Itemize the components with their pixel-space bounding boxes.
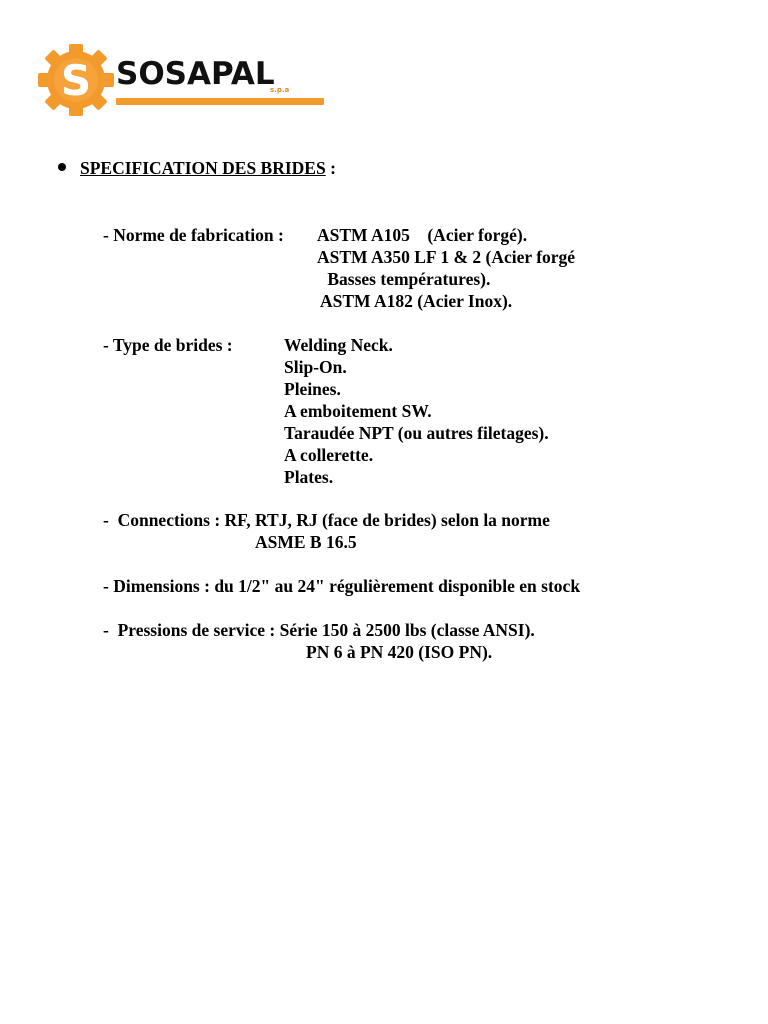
type-item: Pleines. — [284, 379, 341, 399]
type-item: A emboitement SW. — [284, 401, 432, 421]
bullet-icon — [58, 163, 66, 171]
norme-line: ASTM A182 (Acier Inox). — [320, 291, 513, 311]
type-item: Slip-On. — [284, 357, 347, 377]
type-item: Welding Neck. — [284, 335, 393, 355]
norme-line: ASTM A350 LF 1 & 2 (Acier forgé — [317, 247, 576, 267]
type-item: Plates. — [284, 467, 334, 487]
brand-underline — [116, 98, 324, 105]
dimensions-line: - Dimensions : du 1/2" au 24" régulièrement disponible en stock — [103, 576, 581, 596]
gear-logo-icon — [36, 42, 116, 118]
norme-line: Basses températures). — [323, 269, 491, 289]
brand-suffix: s.p.a — [270, 86, 290, 94]
heading-suffix: : — [325, 158, 336, 178]
connections-line: - Connections : RF, RTJ, RJ (face de brides) selon la norme — [103, 510, 550, 530]
type-label: - Type de brides : — [103, 335, 233, 355]
connections-norm: ASME B 16.5 — [255, 532, 357, 552]
type-item: A collerette. — [284, 445, 374, 465]
logo-letter: S — [60, 56, 92, 105]
sosapal-logo — [36, 42, 296, 118]
section-heading — [80, 158, 336, 178]
pressions-line: - Pressions de service : Série 150 à 2500 lbs (classe ANSI). — [103, 620, 535, 640]
norme-label: - Norme de fabrication : — [103, 225, 289, 245]
brand-name: SOSAPAL — [116, 56, 275, 92]
heading-text: SPECIFICATION DES BRIDES — [80, 158, 326, 178]
pressions-iso: PN 6 à PN 420 (ISO PN). — [306, 642, 493, 662]
norme-line: ASTM A105 (Acier forgé). — [317, 225, 528, 245]
type-item: Taraudée NPT (ou autres filetages). — [284, 423, 549, 443]
